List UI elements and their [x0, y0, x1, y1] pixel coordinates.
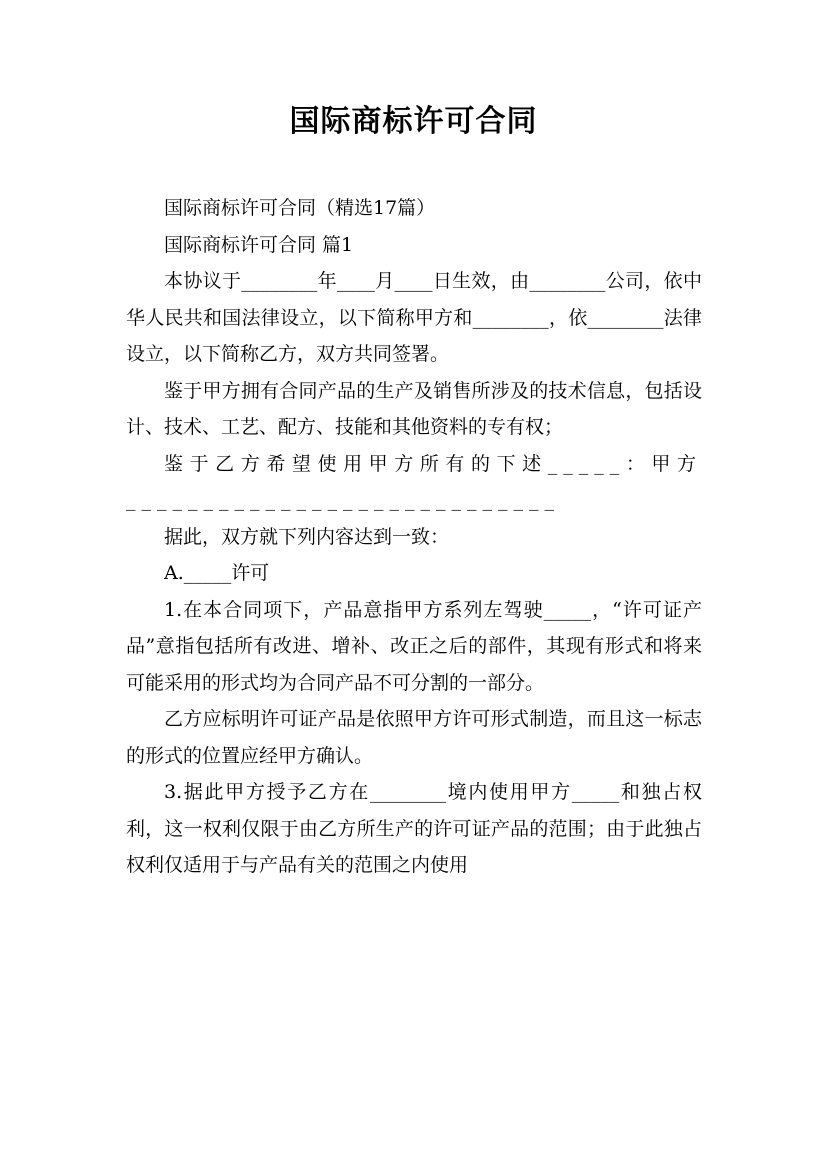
- paragraph-agreement: 据此，双方就下列内容达到一致：: [164, 525, 450, 548]
- document-body: [126, 190, 702, 884]
- paragraph-section-heading: 国际商标许可合同 篇1: [164, 233, 354, 256]
- paragraph-clause-a: A._____许可: [164, 562, 270, 584]
- paragraph-subtitle: 国际商标许可合同（精选17篇）: [164, 197, 436, 219]
- paragraph-clause-3: 3.据此甲方授予乙方在________境内使用甲方_____和独占权利，这一权利仅限于由乙方所生产的许可证产品的范围；由于此独占权利仅适用于与产品有关的范围之内使用: [126, 781, 702, 876]
- paragraph-marking: 乙方应标明许可证产品是依照甲方许可形式制造，而且这一标志的形式的位置应经甲方确认。: [126, 708, 702, 767]
- paragraph-clause-1: 1.在本合同项下，产品意指甲方系列左驾驶_____，“许可证产品”意指包括所有改进、增补、改正之后的部件，其现有形式和将来可能采用的形式均为合同产品不可分割的一部分。: [126, 598, 702, 694]
- document-title: 国际商标许可合同: [289, 104, 538, 139]
- paragraph-whereas-technology: 鉴于甲方拥有合同产品的生产及销售所涉及的技术信息，包括设计、技术、工艺、配方、技能和其他资料的专有权；: [126, 379, 702, 438]
- paragraph-whereas-license: 鉴于乙方希望使用甲方所有的下述_____：甲方____________________________: [126, 452, 702, 511]
- paragraph-effective-date: 本协议于________年____月____日生效，由________公司，依中华人民共和国法律设立，以下简称甲方和________，依________法律设立，以下简称乙方，双方共同签署。: [126, 270, 702, 365]
